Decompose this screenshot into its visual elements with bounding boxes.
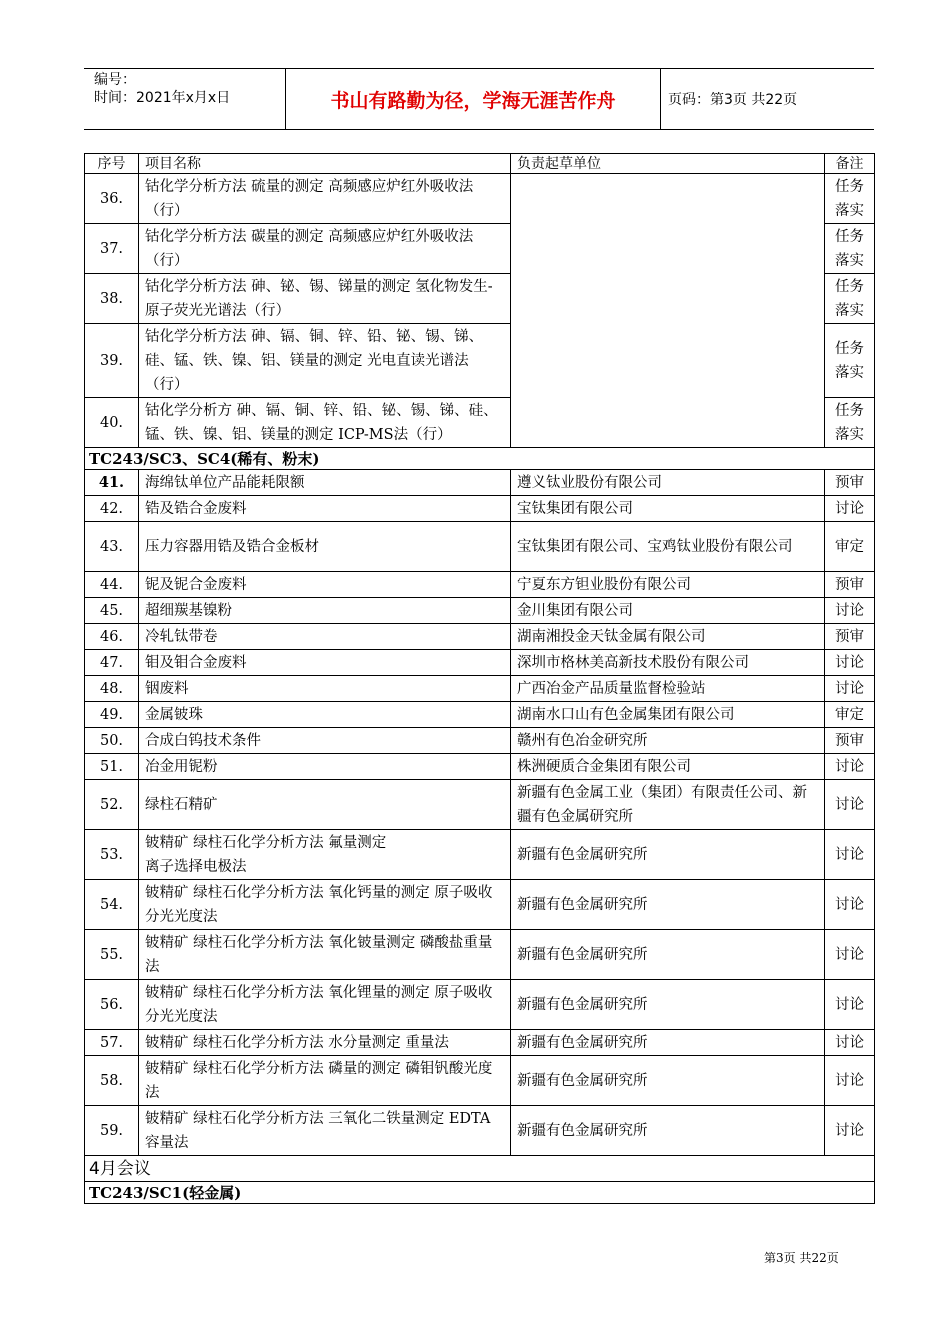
- row-name: 锆及锆合金废料: [139, 496, 511, 522]
- row-no: 45.: [85, 598, 139, 624]
- row-remark: 讨论: [825, 980, 875, 1030]
- row-unit: 新疆有色金属工业（集团）有限责任公司、新疆有色金属研究所: [511, 780, 825, 830]
- row-name: 铍精矿 绿柱石化学分析方法 氧化钙量的测定 原子吸收分光光度法: [139, 880, 511, 930]
- row-remark: 审定: [825, 522, 875, 572]
- row-no: 52.: [85, 780, 139, 830]
- section-row: [85, 448, 875, 470]
- row-remark: 讨论: [825, 880, 875, 930]
- row-name: 钴化学分析方法 碳量的测定 高频感应炉红外吸收法（行）: [139, 224, 511, 274]
- table-header-row: [85, 154, 875, 174]
- row-remark: 预审: [825, 572, 875, 598]
- row-name: 金属铍珠: [139, 702, 511, 728]
- header-page-label: 页码：第3页 共22页: [668, 92, 798, 108]
- row-name: 超细羰基镍粉: [139, 598, 511, 624]
- row-remark: 任务落实: [825, 224, 875, 274]
- row-remark: 讨论: [825, 676, 875, 702]
- row-remark: 任务落实: [825, 274, 875, 324]
- row-name: 铌及铌合金废料: [139, 572, 511, 598]
- row-remark: 讨论: [825, 1106, 875, 1156]
- row-name: [139, 830, 511, 880]
- row-no: 43.: [85, 522, 139, 572]
- page-footer: 第3页 共22页: [764, 1251, 839, 1265]
- row-no: 37.: [85, 224, 139, 274]
- row-unit: 新疆有色金属研究所: [511, 930, 825, 980]
- meeting-title: 4月会议: [85, 1156, 875, 1182]
- row-remark: 预审: [825, 470, 875, 496]
- row-unit: 湖南水口山有色金属集团有限公司: [511, 702, 825, 728]
- row-no: 54.: [85, 880, 139, 930]
- row-unit: 宁夏东方钽业股份有限公司: [511, 572, 825, 598]
- row-unit-merged: [511, 174, 825, 448]
- row-no: 56.: [85, 980, 139, 1030]
- row-name: 冶金用铌粉: [139, 754, 511, 780]
- row-unit: 宝钛集团有限公司: [511, 496, 825, 522]
- row-no: 44.: [85, 572, 139, 598]
- row-name: 冷轧钛带卷: [139, 624, 511, 650]
- row-no: 41.: [85, 470, 139, 496]
- row-no: 57.: [85, 1030, 139, 1056]
- row-name: 铍精矿 绿柱石化学分析方法 三氧化二铁量测定 EDTA容量法: [139, 1106, 511, 1156]
- header-slogan: 书山有路勤为径，学海无涯苦作舟: [285, 69, 661, 129]
- row-no: 53.: [85, 830, 139, 880]
- row-name: 海绵钛单位产品能耗限额: [139, 470, 511, 496]
- row-remark: 任务落实: [825, 324, 875, 398]
- row-no: 40.: [85, 398, 139, 448]
- row-unit: 新疆有色金属研究所: [511, 1030, 825, 1056]
- row-unit: 新疆有色金属研究所: [511, 1106, 825, 1156]
- row-remark: 讨论: [825, 598, 875, 624]
- row-no: 58.: [85, 1056, 139, 1106]
- row-name: 压力容器用锆及锆合金板材: [139, 522, 511, 572]
- row-name: 铟废料: [139, 676, 511, 702]
- row-remark: 讨论: [825, 650, 875, 676]
- row-unit: 株洲硬质合金集团有限公司: [511, 754, 825, 780]
- number-label: 编号：: [94, 72, 136, 88]
- row-remark: 讨论: [825, 1030, 875, 1056]
- row-name-line2: 离子选择电极法: [145, 858, 247, 875]
- header-meta: [94, 71, 289, 107]
- row-name: 钴化学分析方法 硫量的测定 高频感应炉红外吸收法（行）: [139, 174, 511, 224]
- col-header-name: 项目名称: [139, 154, 511, 174]
- row-unit: 遵义钛业股份有限公司: [511, 470, 825, 496]
- row-unit: 新疆有色金属研究所: [511, 1056, 825, 1106]
- row-name: 绿柱石精矿: [139, 780, 511, 830]
- row-no: 50.: [85, 728, 139, 754]
- row-unit: 金川集团有限公司: [511, 598, 825, 624]
- row-unit: 宝钛集团有限公司、宝鸡钛业股份有限公司: [511, 522, 825, 572]
- row-unit: 赣州有色冶金研究所: [511, 728, 825, 754]
- col-header-unit: 负责起草单位: [511, 154, 825, 174]
- row-remark: 讨论: [825, 496, 875, 522]
- row-no: 51.: [85, 754, 139, 780]
- row-remark: 任务落实: [825, 398, 875, 448]
- time-label: 时间：2021年x月x日: [94, 90, 231, 106]
- section-title: TC243/SC3、SC4(稀有、粉末): [85, 448, 875, 470]
- row-name: 铍精矿 绿柱石化学分析方法 氧化锂量的测定 原子吸收分光光度法: [139, 980, 511, 1030]
- table-row: [85, 174, 875, 224]
- row-unit: 新疆有色金属研究所: [511, 880, 825, 930]
- col-header-no: 序号: [85, 154, 139, 174]
- row-no: 36.: [85, 174, 139, 224]
- row-no: 59.: [85, 1106, 139, 1156]
- row-name: 钴化学分析方法 砷、镉、铜、锌、铅、铋、锡、锑、硅、锰、铁、镍、铝、镁量的测定 光电直读光谱法（行）: [139, 324, 511, 398]
- row-unit: 深圳市格林美高新技术股份有限公司: [511, 650, 825, 676]
- row-name: 铍精矿 绿柱石化学分析方法 氧化铍量测定 磷酸盐重量法: [139, 930, 511, 980]
- row-remark: 讨论: [825, 1056, 875, 1106]
- col-header-remark: 备注: [825, 154, 875, 174]
- page-header: [84, 68, 874, 130]
- row-name-line1: 铍精矿 绿柱石化学分析方法 氟量测定: [145, 834, 387, 851]
- section-row: [85, 1182, 875, 1204]
- row-name: 铍精矿 绿柱石化学分析方法 水分量测定 重量法: [139, 1030, 511, 1056]
- row-unit: 湖南湘投金天钛金属有限公司: [511, 624, 825, 650]
- row-no: 46.: [85, 624, 139, 650]
- row-name: 钴化学分析方法 砷、铋、锡、锑量的测定 氢化物发生-原子荧光光谱法（行）: [139, 274, 511, 324]
- section-title: TC243/SC1(轻金属): [85, 1182, 875, 1204]
- row-unit: 广西冶金产品质量监督检验站: [511, 676, 825, 702]
- row-name: 铍精矿 绿柱石化学分析方法 磷量的测定 磷钼钒酸光度法: [139, 1056, 511, 1106]
- row-remark: 预审: [825, 624, 875, 650]
- row-name: 合成白钨技术条件: [139, 728, 511, 754]
- row-no: 48.: [85, 676, 139, 702]
- row-unit: 新疆有色金属研究所: [511, 830, 825, 880]
- row-no: 47.: [85, 650, 139, 676]
- row-remark: 讨论: [825, 830, 875, 880]
- row-no: 39.: [85, 324, 139, 398]
- row-no: 38.: [85, 274, 139, 324]
- row-remark: 讨论: [825, 930, 875, 980]
- row-name: 钼及钼合金废料: [139, 650, 511, 676]
- row-remark: 讨论: [825, 754, 875, 780]
- meeting-row: [85, 1156, 875, 1182]
- row-remark: 讨论: [825, 780, 875, 830]
- row-name: 钴化学分析方 砷、镉、铜、锌、铅、铋、锡、锑、硅、锰、铁、镍、铝、镁量的测定 ICP-MS法（行）: [139, 398, 511, 448]
- row-no: 49.: [85, 702, 139, 728]
- row-remark: 预审: [825, 728, 875, 754]
- row-unit: 新疆有色金属研究所: [511, 980, 825, 1030]
- row-remark: 审定: [825, 702, 875, 728]
- row-no: 42.: [85, 496, 139, 522]
- standards-table: [84, 153, 875, 1204]
- row-remark: 任务落实: [825, 174, 875, 224]
- row-no: 55.: [85, 930, 139, 980]
